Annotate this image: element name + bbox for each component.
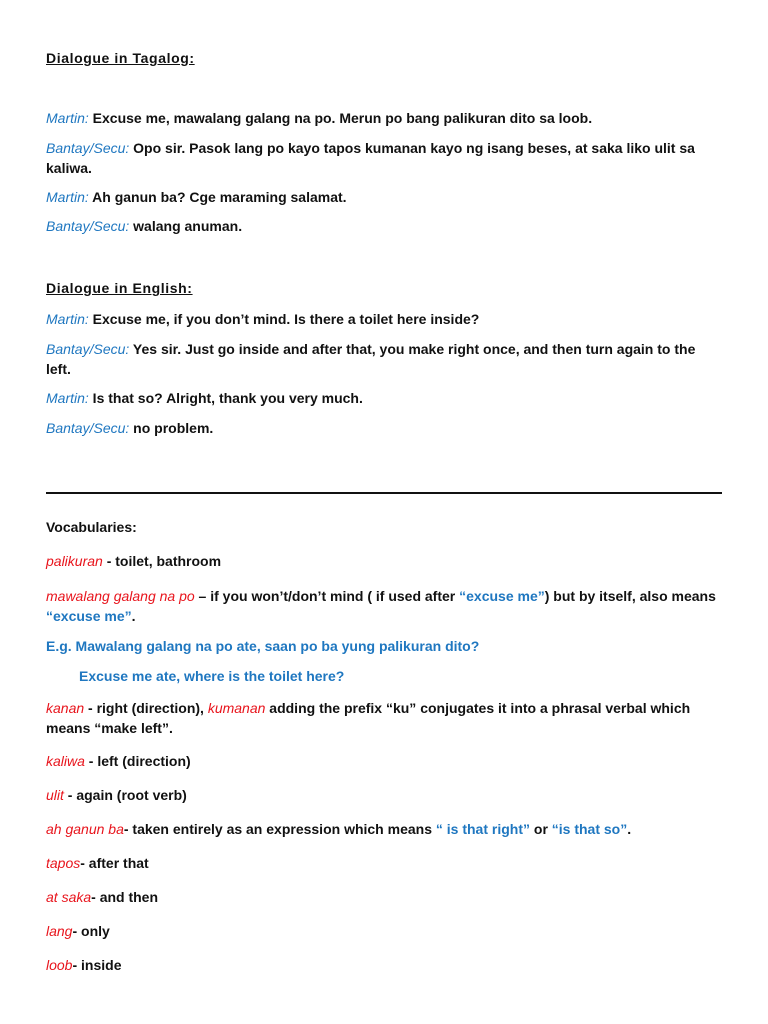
vocab-palikuran (46, 551, 721, 571)
vocab-term: loob (46, 957, 73, 973)
speaker-label: Bantay/Secu: (46, 341, 130, 357)
text-segment: Yes sir. Just go inside and after that, you make right once, and then turn again to the left. (46, 341, 696, 377)
vocab-loob (46, 955, 721, 975)
vocab-kaliwa (46, 751, 721, 771)
text-segment: - inside (72, 957, 122, 973)
speaker-label: Bantay/Secu: (46, 420, 130, 436)
text-segment: ) but by itself, also means (544, 588, 716, 604)
vocab-term: ulit (46, 787, 64, 803)
speaker-label: Bantay/Secu: (46, 140, 130, 156)
english-line-1 (46, 309, 721, 329)
highlighted-text: “excuse me” (46, 608, 132, 624)
text-segment: no problem. (129, 420, 214, 436)
vocab-term: kanan (46, 700, 85, 716)
vocab-ulit (46, 785, 721, 805)
text-segment: adding the prefix “ku” conjugates it into a phrasal verbal which means “make left”. (46, 700, 691, 736)
text-segment: Is that so? Alright, thank you very much. (88, 390, 363, 406)
vocab-mawalang-galang (46, 586, 721, 626)
english-line-3 (46, 388, 721, 408)
text-segment: Dialogue in Tagalog: (46, 50, 195, 66)
text-segment: - toilet, bathroom (102, 553, 222, 569)
vocab-term: at saka (46, 889, 92, 905)
vocab-term: lang (46, 923, 73, 939)
speaker-label: Martin: (46, 390, 89, 406)
speaker-label: Martin: (46, 311, 89, 327)
text-segment: - taken entirely as an expression which means (123, 821, 436, 837)
text-segment: - again (root verb) (63, 787, 187, 803)
text-segment: or (530, 821, 552, 837)
tagalog-line-4 (46, 216, 721, 236)
english-line-4 (46, 418, 721, 438)
highlighted-text: “ is that right” (435, 821, 530, 837)
highlighted-text: “is that so” (551, 821, 628, 837)
vocab-term: tapos (46, 855, 81, 871)
speaker-label: Martin: (46, 189, 89, 205)
vocab-term: kaliwa (46, 753, 85, 769)
horizontal-divider (46, 492, 722, 494)
text-segment: - after that (80, 855, 149, 871)
text-segment: Excuse me, if you don’t mind. Is there a toilet here inside? (88, 311, 480, 327)
vocab-tapos (46, 853, 721, 873)
vocab-term: palikuran (46, 553, 103, 569)
text-segment: - only (72, 923, 110, 939)
tagalog-line-2 (46, 138, 721, 178)
text-segment: - and then (91, 889, 159, 905)
text-segment: Vocabularies: (46, 519, 137, 535)
vocab-term: mawalang galang na po (46, 588, 195, 604)
tagalog-line-1 (46, 108, 721, 128)
text-segment: Opo sir. Pasok lang po kayo tapos kumanan kayo ng isang beses, at saka liko ulit sa kaliwa. (46, 140, 695, 176)
text-segment: - right (direction), (84, 700, 208, 716)
text-segment: . (627, 821, 632, 837)
vocab-term: ah ganun ba (46, 821, 124, 837)
text-segment: - left (direction) (84, 753, 191, 769)
heading-vocabularies (46, 517, 721, 537)
highlighted-text: “excuse me” (459, 588, 545, 604)
highlighted-text: E.g. Mawalang galang na po ate, saan po ba yung palikuran dito? (46, 638, 480, 654)
text-segment: Dialogue in English: (46, 280, 193, 296)
speaker-label: Martin: (46, 110, 89, 126)
example-tagalog (46, 636, 721, 656)
text-segment: walang anuman. (129, 218, 243, 234)
vocab-term: kumanan (207, 700, 266, 716)
text-segment: – if you won’t/don’t mind ( if used after (194, 588, 460, 604)
vocab-lang (46, 921, 721, 941)
english-line-2 (46, 339, 721, 379)
vocab-ah-ganun-ba (46, 819, 721, 839)
text-segment: . (131, 608, 136, 624)
vocab-at-saka (46, 887, 721, 907)
example-english (79, 666, 754, 686)
text-segment: Excuse me, mawalang galang na po. Merun po bang palikuran dito sa loob. (88, 110, 593, 126)
heading-tagalog (46, 48, 721, 68)
heading-english (46, 278, 721, 298)
tagalog-line-3 (46, 187, 721, 207)
text-segment: Ah ganun ba? Cge maraming salamat. (88, 189, 347, 205)
vocab-kanan (46, 698, 721, 738)
speaker-label: Bantay/Secu: (46, 218, 130, 234)
highlighted-text: Excuse me ate, where is the toilet here? (79, 668, 345, 684)
